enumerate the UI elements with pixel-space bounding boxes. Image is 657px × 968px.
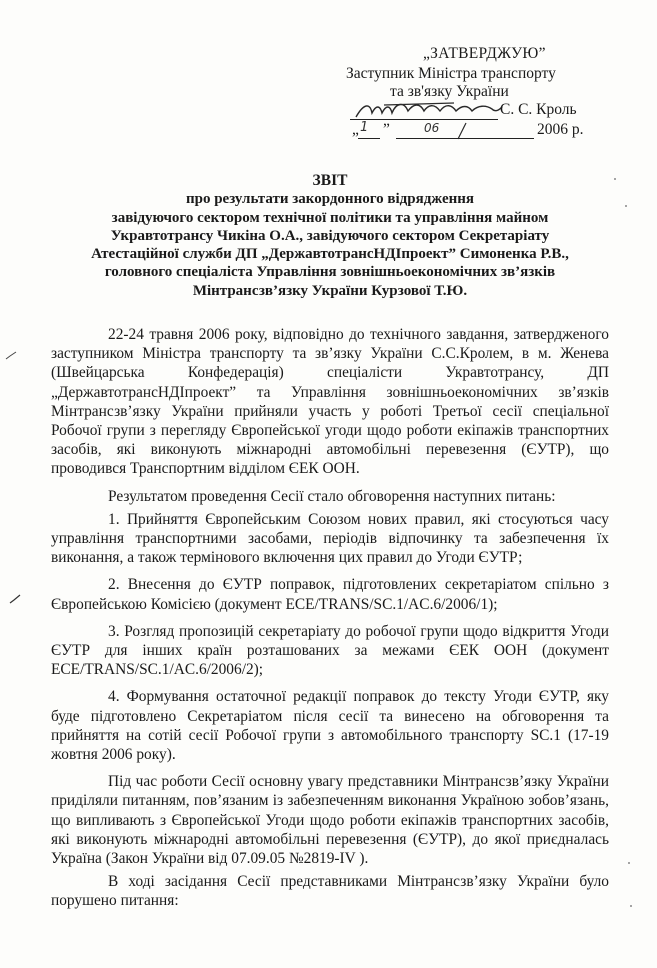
scan-speck (614, 178, 616, 180)
date-year: 2006 р. (537, 121, 584, 138)
date-open-quote: „ (352, 121, 359, 138)
date-row (352, 121, 642, 143)
signature-row (350, 101, 640, 123)
approval-position-line2: та зв'язку України (390, 83, 509, 100)
paragraph-issues: В ході засідання Сесії представниками Мінтрансзв’язку України було порушено питання: (51, 873, 609, 910)
report-title-block (20, 172, 640, 300)
list-item-1: 1. Прийняття Європейським Союзом нових правил, які стосуються часу управління транспортними засобами, періодів відпочинку та забезпечення їх виконання, а також термінового включення цих правил до Угоди ЄУТР; (51, 510, 609, 567)
scan-speck (628, 862, 630, 864)
date-month-line (396, 138, 534, 139)
paragraph-results: Результатом проведення Сесії стало обговорення наступних питань: (108, 487, 556, 505)
date-day-line (358, 138, 380, 139)
list-item-3: 3. Розгляд пропозицій секретаріату до робочої групи щодо відкриття Угоди ЄУТР для інших країн розташованих за межами ЄЕК ООН (документ ECE/TRANS/SC.1/AC.6/2006/2); (51, 622, 609, 679)
paragraph-intro: 22-24 травня 2006 року, відповідно до технічного завдання, затвердженого заступником Міністра транспорту та зв’язку України С.С.Кролем, в м. Женева (Швейцарська Конфедерація) спеціалісти Укравтотрансу, ДП „ДержавтотрансНДІпроект” та Управління зовнішньоекономічних зв’язків Мінтрансзв’язку України прийняли участь у роботі Третьої сесії спеціальної Робочої групи з перегляду Європейської угоди щодо роботи екіпажів транспортних засобів, які виконують міжнародні автомобільні перевезення (ЄУТР), що проводився Транспортним відділом ЄЕК ООН. (51, 326, 609, 478)
date-day: 1 (360, 120, 369, 135)
date-month: 06 (424, 121, 440, 135)
title-line: Мінтрансзв’язку України Курзової Т.Ю. (192, 282, 468, 299)
title-line: завідуючого сектором технічної політики та управління майном (111, 209, 549, 226)
approval-stamp: „ЗАТВЕРДЖУЮ” (423, 45, 546, 62)
title-line: про результати закордонного відрядження (185, 191, 475, 208)
approval-position-line1: Заступник Міністра транспорту (346, 65, 556, 82)
list-item-2: 2. Внесення до ЄУТР поправок, підготовлених секретаріатом спільно з Європейською Комісією (документ ECE/TRANS/SC.1/AC.6/2006/1); (51, 576, 609, 613)
paragraph-attention: Під час роботи Сесії основну увагу представники Мінтрансзв’язку України приділяли питанням, пов’язаним із забезпеченням виконання Україною зобов’язань, що випливають з Європейської Угоди щодо роботи екіпажів транспортних засобів, які виконують міжнародні автомобільні перевезення (ЄУТР), до якої приєдналась Україна (Закон України від 07.09.05 №2819-IV ). (51, 773, 609, 868)
scan-speck (625, 205, 627, 207)
margin-check-mark (4, 350, 18, 362)
scan-speck (630, 905, 632, 907)
title-line: головного спеціаліста Управління зовнішньоекономічних зв’язків (104, 264, 556, 281)
margin-check-mark (8, 592, 22, 606)
signer-name: С. С. Кроль (500, 101, 577, 118)
title-line: Атестаційної служби ДП „ДержавтотрансНДІпроект” Симоненка Р.В., (91, 246, 569, 263)
date-close-quote: ” (383, 121, 390, 138)
report-body (51, 325, 609, 911)
title-line: Укравтотрансу Чикіна О.А., завідуючого сектором Секретаріату (110, 227, 550, 244)
list-item-4: 4. Формування остаточної редакції поправок до тексту Угоди ЄУТР, яку буде підготовлено Секретаріатом після сесії та винесено на обговорення та прийняття на сотій сесії Робочої групи з автомобільного транспорту SC.1 (17-19 жовтня 2006 року). (51, 688, 609, 764)
report-heading: ЗВІТ (312, 172, 348, 189)
